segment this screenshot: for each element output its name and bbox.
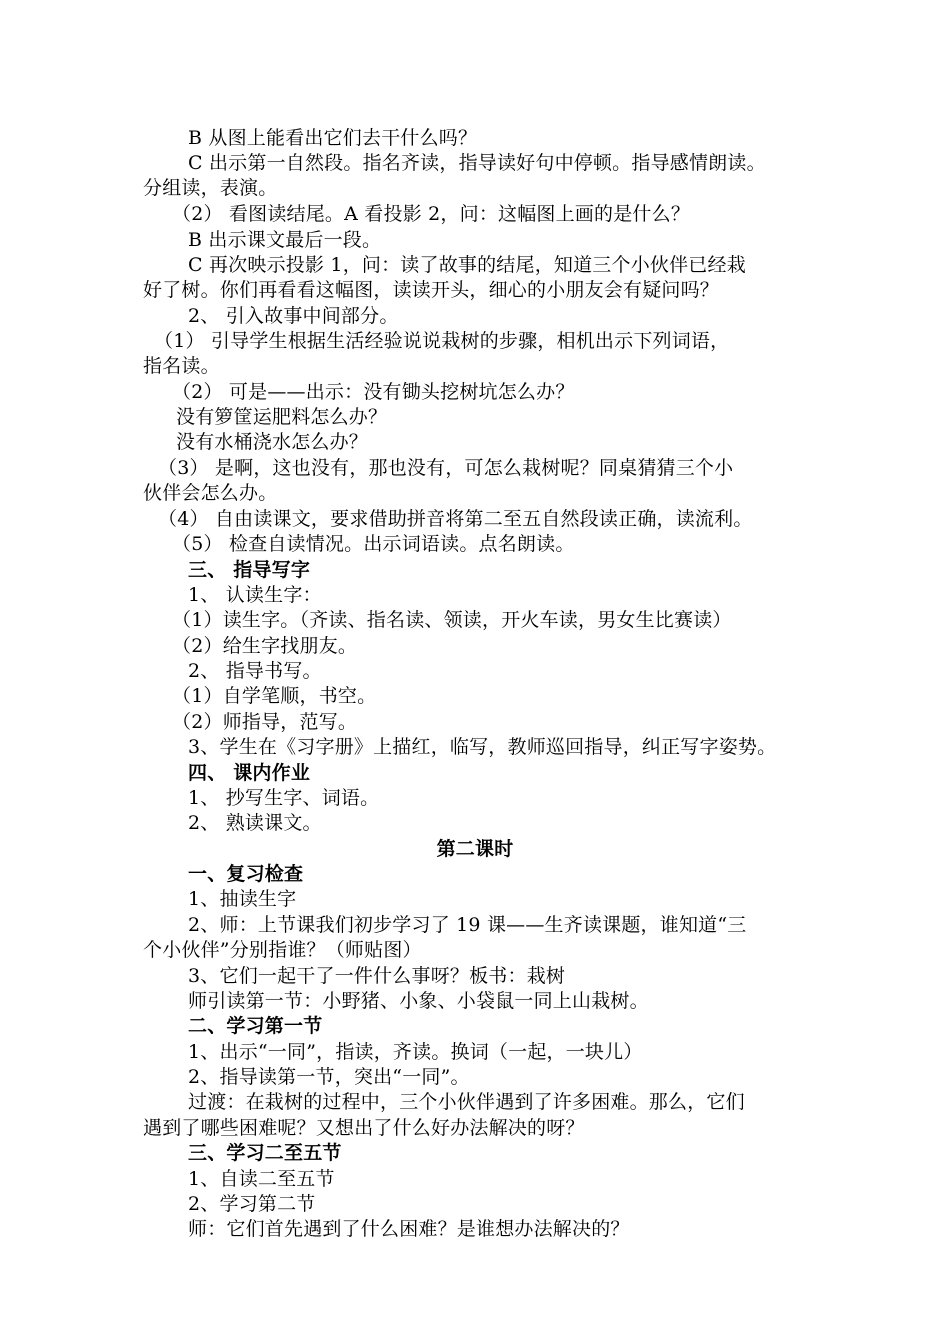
text-line: 3、学生在《习字册》上描红，临写，教师巡回指导，纠正写字姿势。: [188, 736, 777, 758]
text-line: 2、 引入故事中间部分。: [188, 305, 399, 327]
text-line: 1、 抄写生字、词语。: [188, 787, 380, 809]
text-line: 没有箩筐运肥料怎么办？: [176, 406, 388, 428]
text-line: 3、它们一起干了一件什么事呀？板书：栽树: [188, 965, 566, 987]
lesson-title: 第二课时: [436, 838, 514, 860]
text-line: C 出示第一自然段。指名齐读，指导读好句中停顿。指导感情朗读。: [188, 152, 766, 174]
text-line: 师：它们首先遇到了什么困难？是谁想办法解决的？: [188, 1218, 630, 1240]
text-line: 1、 认读生字：: [188, 584, 322, 606]
section-heading: 三、学习二至五节: [188, 1142, 342, 1164]
section-heading: 二、学习第一节: [188, 1015, 323, 1037]
text-line: C 再次映示投影 1，问：读了故事的结尾，知道三个小伙伴已经栽: [188, 254, 746, 276]
text-line: 2、师：上节课我们初步学习了 19 课——生齐读课题，谁知道“三: [188, 914, 747, 936]
section-heading: 三、 指导写字: [188, 559, 311, 581]
text-line: 分组读，表演。: [143, 177, 278, 199]
text-line: 师引读第一节：小野猪、小象、小袋鼠一同上山栽树。: [188, 990, 649, 1012]
text-line: （2） 看图读结尾。A 看投影 2，问：这幅图上画的是什么？: [172, 203, 691, 225]
text-line: 1、出示“一同”，指读，齐读。换词（一起，一块儿）: [188, 1041, 643, 1063]
text-line: （4） 自由读课文，要求借助拼音将第二至五自然段读正确，读流利。: [158, 508, 753, 530]
text-line: （2）师指导，范写。: [172, 711, 358, 733]
text-line: （3） 是啊，这也没有，那也没有，可怎么栽树呢？同桌猜猜三个小: [158, 457, 734, 479]
section-heading: 四、 课内作业: [188, 762, 311, 784]
text-line: 遇到了哪些困难呢？又想出了什么好办法解决的呀？: [143, 1117, 585, 1139]
text-line: B 从图上能看出它们去干什么吗？: [188, 127, 478, 149]
text-line: （5） 检查自读情况。出示词语读。点名朗读。: [172, 533, 575, 555]
text-line: 1、自读二至五节: [188, 1168, 335, 1190]
text-line: 指名读。: [143, 355, 220, 377]
section-heading: 一、复习检查: [188, 863, 304, 885]
text-line: （1）自学笔顺，书空。: [172, 685, 377, 707]
text-line: （1）读生字。（齐读、指名读、领读，开火车读，男女生比赛读）: [172, 609, 732, 631]
text-line: （2） 可是——出示：没有锄头挖树坑怎么办？: [172, 381, 575, 403]
text-line: 1、抽读生字: [188, 888, 297, 910]
text-line: 2、指导读第一节，突出“一同”。: [188, 1066, 470, 1088]
text-line: 2、 指导书写。: [188, 660, 322, 682]
text-line: 没有水桶浇水怎么办？: [176, 431, 369, 453]
text-line: （2）给生字找朋友。: [172, 635, 358, 657]
text-line: （1） 引导学生根据生活经验说说栽树的步骤，相机出示下列词语，: [154, 330, 730, 352]
text-line: 个小伙伴”分别指谁？（师贴图）: [143, 939, 422, 961]
text-line: 过渡：在栽树的过程中，三个小伙伴遇到了许多困难。那么，它们: [188, 1091, 745, 1113]
text-line: 好了树。你们再看看这幅图，读读开头，细心的小朋友会有疑问吗？: [143, 279, 720, 301]
text-line: 2、 熟读课文。: [188, 812, 322, 834]
text-line: B 出示课文最后一段。: [188, 229, 382, 251]
text-line: 伙伴会怎么办。: [143, 482, 278, 504]
text-line: 2、学习第二节: [188, 1193, 316, 1215]
